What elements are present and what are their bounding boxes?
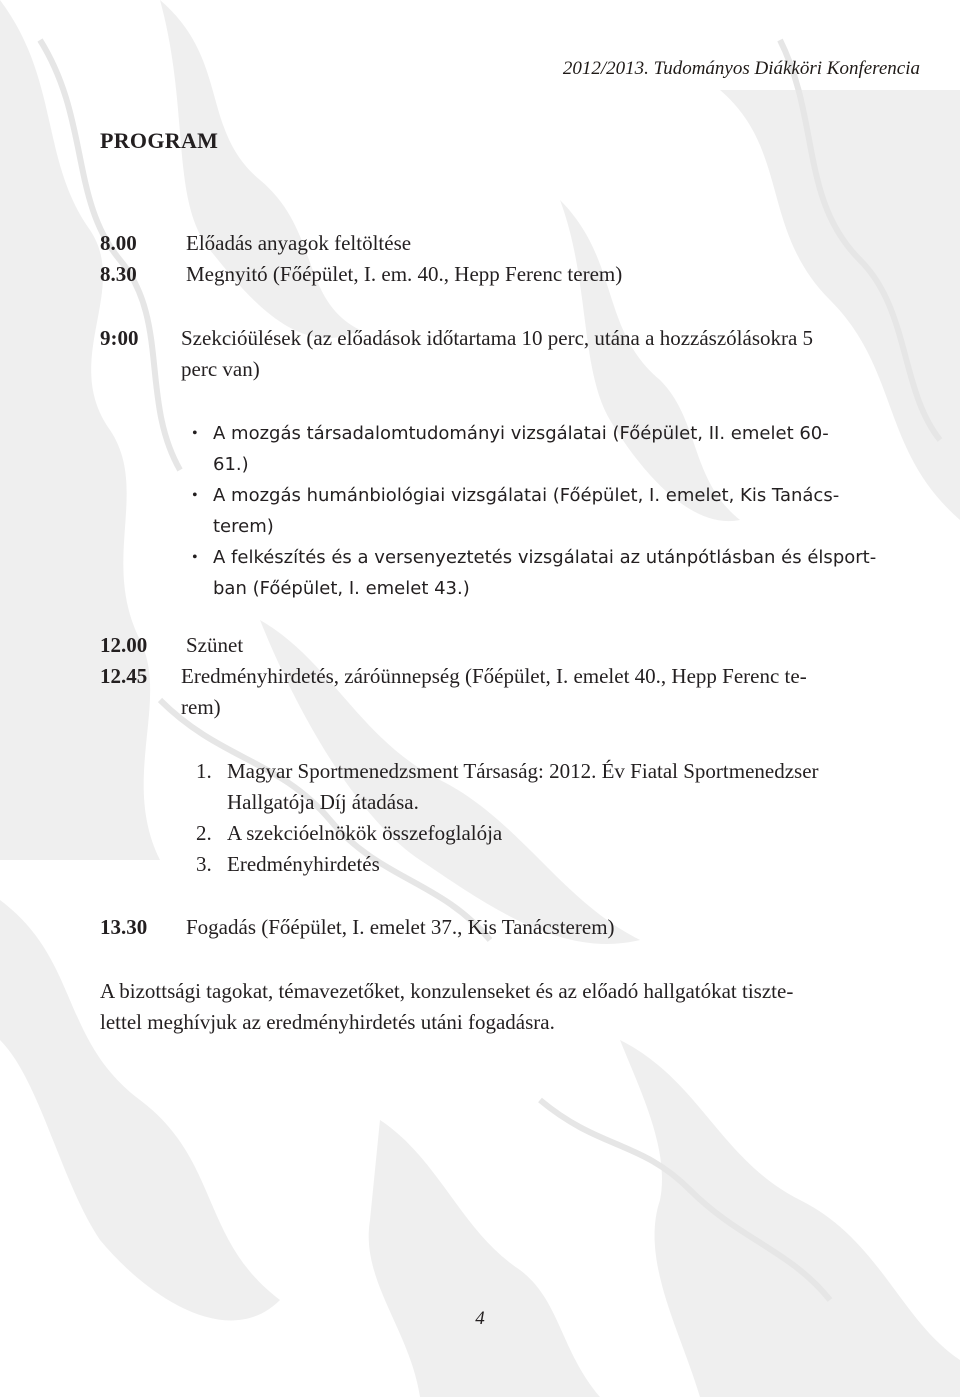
- bullet-icon: •: [192, 425, 198, 442]
- item-break: Szünet: [186, 633, 244, 657]
- closing-item-number: 1.: [196, 759, 212, 783]
- section-biology-line1: A mozgás humánbiológiai vizsgálatai (Főépület, I. emelet, Kis Tanács-: [213, 485, 840, 506]
- item-ceremony-line1: Eredményhirdetés, záróünnepség (Főépület, I. emelet 40., Hepp Ferenc te-: [181, 664, 807, 688]
- section-training-line1: A felkészítés és a versenyeztetés vizsgálatai az utánpótlásban és élsport-: [213, 547, 877, 568]
- time-0900: 9:00: [100, 326, 139, 350]
- time-1200: 12.00: [100, 633, 148, 657]
- section-biology-line2: terem): [213, 516, 274, 537]
- item-reception: Fogadás (Főépület, I. emelet 37., Kis Tanácsterem): [186, 915, 615, 939]
- bullet-icon: •: [192, 487, 198, 504]
- time-0800: 8.00: [100, 231, 137, 255]
- item-ceremony-line2: rem): [181, 695, 221, 719]
- section-training-line2: ban (Főépület, I. emelet 43.): [213, 578, 470, 599]
- section-social-line2: 61.): [213, 454, 249, 475]
- page-number: 4: [475, 1308, 485, 1329]
- closing-item-results: Eredményhirdetés: [227, 852, 380, 876]
- section-social-line1: A mozgás társadalomtudományi vizsgálatai (Főépület, II. emelet 60-: [213, 423, 829, 444]
- closing-item-summary: A szekcióelnökök összefoglalója: [227, 821, 503, 845]
- invitation-line1: A bizottsági tagokat, témavezetőket, konzulenseket és az előadó hallgatókat tiszte-: [100, 979, 794, 1003]
- time-1330: 13.30: [100, 915, 148, 939]
- bullet-icon: •: [192, 549, 198, 566]
- item-sessions-line2: perc van): [181, 357, 260, 381]
- time-0830: 8.30: [100, 262, 137, 286]
- closing-item-award-line1: Magyar Sportmenedzsment Társaság: 2012. Év Fiatal Sportmenedzser: [227, 759, 819, 783]
- closing-item-award-line2: Hallgatója Díj átadása.: [227, 790, 419, 814]
- item-opening: Megnyitó (Főépület, I. em. 40., Hepp Ferenc terem): [186, 262, 623, 286]
- closing-item-number: 2.: [196, 821, 212, 845]
- closing-item-number: 3.: [196, 852, 212, 876]
- item-sessions-line1: Szekcióülések (az előadások időtartama 10 perc, utána a hozzászólásokra 5: [181, 326, 814, 350]
- page-title: PROGRAM: [100, 128, 219, 153]
- item-upload: Előadás anyagok feltöltése: [186, 231, 412, 255]
- running-header: 2012/2013. Tudományos Diákköri Konferencia: [562, 58, 920, 79]
- invitation-line2: lettel meghívjuk az eredményhirdetés utáni fogadásra.: [100, 1010, 555, 1034]
- time-1245: 12.45: [100, 664, 148, 688]
